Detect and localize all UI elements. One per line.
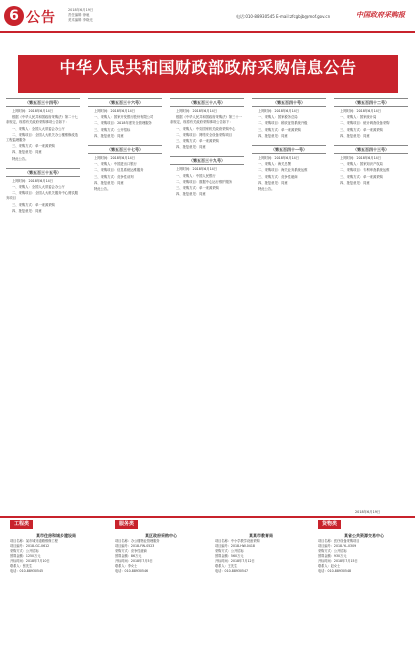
notice-column <box>252 92 326 512</box>
notice-paragraph: 四、批复意见：同意 <box>12 208 42 213</box>
notice-heading: （第五百四十一号） <box>252 145 326 154</box>
notice-paragraph: 四、批复意见：同意 <box>258 133 288 138</box>
bid-notice-line: 电话：010-88930546 <box>115 569 149 573</box>
notice-paragraph: 根据《中华人民共和国政府采购法》第二十七条规定，现将有关政府采购事项公告如下： <box>6 115 78 125</box>
notice-paragraph: 四、批复意见：同意 <box>94 180 124 185</box>
notice-paragraph: 一、采购人：中国人民银行 <box>176 173 216 178</box>
notice-heading: （第五百三十四号） <box>6 98 80 107</box>
lower-rule <box>0 516 415 518</box>
notice-paragraph: 三、采购方式：单一来源采购 <box>258 127 301 132</box>
title-banner <box>18 55 398 93</box>
page-header <box>0 0 415 36</box>
bid-notice-column <box>318 532 410 646</box>
notice-paragraph: 上网时间：2018年6月14日 <box>340 109 382 113</box>
notice-paragraph: 三、采购方式：单一来源采购 <box>12 144 55 149</box>
edition-meta: 2018年6月19日 责任编辑 徐驰 美术编辑 李晓光 <box>68 8 94 22</box>
notice-paragraph: 四、批复意见：同意 <box>94 133 124 138</box>
notice-paragraph: 一、采购人：国家统计局 <box>340 115 377 120</box>
notice-paragraph: 三、采购方式：竞争性谈判 <box>94 174 134 179</box>
page-number-badge: 6 <box>4 6 24 26</box>
notice-paragraph: 三、采购方式：单一来源采购 <box>12 202 55 207</box>
bid-notice-line: 预算金额：560万元 <box>215 554 244 558</box>
notice-paragraph: 一、采购人：国家知识产权局 <box>340 162 383 167</box>
notice-paragraph: 四、批复意见：同意 <box>340 180 370 185</box>
tag-engineering: 工程类 <box>10 520 33 529</box>
bid-notice-line: 电话：010-88930545 <box>10 569 44 573</box>
notice-paragraph: 二、采购项目：统计调查设备采购 <box>340 121 390 126</box>
notice-column <box>334 92 408 512</box>
bid-notice-line: 开标时间：2018年7月12日 <box>215 559 255 563</box>
bid-notice-line: 联系人：张先生 <box>10 564 33 568</box>
notice-heading: （第五百四十号） <box>252 98 326 107</box>
bid-notice-line: 电话：010-88930548 <box>318 569 352 573</box>
bid-notice-line: 项目名称：某市城市道路维修工程 <box>10 539 58 543</box>
notice-heading: （第五百三十六号） <box>88 98 162 107</box>
notice-paragraph: 一、采购人：中国进出口银行 <box>94 162 137 167</box>
notice-heading: （第五百三十九号） <box>170 156 244 165</box>
bid-notice-line: 项目名称：中小学教学设备采购 <box>215 539 260 543</box>
notice-paragraph: 上网时间：2018年6月14日 <box>176 109 218 113</box>
bid-notice-line: 预算金额：1250万元 <box>10 554 41 558</box>
notice-paragraph: 二、采购项目：海关业务系统运维 <box>258 168 308 173</box>
bid-notice-line: 采购方式：竞争性磋商 <box>115 549 147 553</box>
notice-paragraph: 特此公告。 <box>94 187 111 192</box>
notice-heading: （第五百四十三号） <box>334 145 408 154</box>
notice-paragraph: 根据《中华人民共和国政府采购法》第三十一条规定，现将有关政府采购事项公告如下： <box>170 115 242 125</box>
notice-paragraph: 四、批复意见：同意 <box>176 192 206 197</box>
bid-notice-line: 项目编号：2018-HW-0418 <box>215 544 255 548</box>
notice-body <box>6 92 410 512</box>
bid-notice-line: 电话：010-88930547 <box>215 569 249 573</box>
notice-column <box>170 92 244 512</box>
bid-notice-line: 项目编号：2018-YL-0309 <box>318 544 357 548</box>
notice-paragraph: 上网时间：2018年6月14日 <box>258 156 300 161</box>
bid-notice-line: 预算金额：930万元 <box>318 554 347 558</box>
notice-paragraph: 三、采购方式：竞争性磋商 <box>258 174 298 179</box>
bid-notice-line: 采购方式：公开招标 <box>318 549 347 553</box>
bid-notice-title: 某市住房和城乡建设局 <box>36 533 76 538</box>
notice-heading: （第五百四十二号） <box>334 98 408 107</box>
bid-notice-line: 开标时间：2018年7月15日 <box>318 559 358 563</box>
notice-paragraph: 一、采购人：中央国家机关政府采购中心 <box>176 126 236 131</box>
bid-notice-line: 联系人：李女士 <box>115 564 138 568</box>
section-title: 公告 <box>26 10 56 26</box>
notice-paragraph: 二、采购项目：税收征管系统升级 <box>258 121 308 126</box>
bid-notice-line: 联系人：赵女士 <box>318 564 341 568</box>
notice-heading: （第五百三十八号） <box>170 98 244 107</box>
bid-notice-title: 某区政府采购中心 <box>145 533 177 538</box>
bid-notice-title: 某省公共资源交易中心 <box>344 533 384 538</box>
bid-notice-line: 预算金额：86万元 <box>115 554 142 558</box>
notice-paragraph: 上网时间：2018年6月14日 <box>12 178 54 183</box>
bid-notice-line: 项目编号：2018-GC-0612 <box>10 544 50 548</box>
notice-paragraph: 二、采购项目：2018年度安全管理服务 <box>94 121 152 126</box>
bid-notice-line: 项目名称：医疗设备采购项目 <box>318 539 360 543</box>
header-rule <box>0 31 415 33</box>
notice-column <box>88 92 162 512</box>
notice-paragraph: 一、采购人：全国人大常委会办公厅 <box>12 185 65 190</box>
notice-heading: （第五百三十七号） <box>88 145 162 154</box>
notice-column <box>6 92 80 512</box>
notice-date: 2018年6月19日 <box>355 510 381 514</box>
notice-paragraph: 二、采购项目：网络安全设备采购项目 <box>176 132 233 137</box>
bid-notice-line: 项目名称：办公楼物业管理服务 <box>115 539 160 543</box>
tag-services: 服务类 <box>115 520 138 529</box>
notice-paragraph: 一、采购人：国家税务总局 <box>258 115 298 120</box>
bid-notice-line: 开标时间：2018年7月5日 <box>115 559 153 563</box>
notice-paragraph: 四、批复意见：同意 <box>340 133 370 138</box>
notice-paragraph: 一、采购人：海关总署 <box>258 162 291 167</box>
notice-paragraph: 二、采购项目：全国人大机关办公楼维修改造工程监理服务 <box>6 132 78 143</box>
bid-notice-line: 采购方式：公开招标 <box>215 549 244 553</box>
notice-paragraph: 上网时间：2018年6月14日 <box>258 109 300 113</box>
notice-paragraph: 三、采购方式：单一来源采购 <box>176 139 219 144</box>
bid-notice-line: 采购方式：公开招标 <box>10 549 39 553</box>
notice-paragraph: 上网时间：2018年6月14日 <box>94 156 136 161</box>
notice-paragraph: 二、采购项目：全国人大机关服务中心餐饮服务项目 <box>6 191 78 201</box>
bid-notice-title: 某某市教育局 <box>249 533 273 538</box>
contact-info: 电话:010-88930545 E-mail:zfcgbjb@mof.gov.cn <box>236 14 331 19</box>
masthead-brand: 中国政府采购报 <box>356 10 405 19</box>
bid-notice-column <box>115 532 207 646</box>
notice-paragraph: 四、批复意见：同意 <box>258 180 288 185</box>
notice-paragraph: 一、采购人：全国人大常委会办公厅 <box>12 126 65 131</box>
notice-paragraph: 二、采购项目：数据中心运行维护服务 <box>176 179 233 184</box>
notice-paragraph: 上网时间：2018年6月14日 <box>12 109 54 113</box>
tag-goods: 货物类 <box>318 520 341 529</box>
notice-paragraph: 特此公告。 <box>12 156 29 161</box>
notice-paragraph: 特此公告。 <box>258 187 275 192</box>
notice-paragraph: 四、批复意见：同意 <box>176 145 206 150</box>
notice-paragraph: 三、采购方式：公开招标 <box>94 127 131 132</box>
notice-paragraph: 一、采购人：国家开发银行股份有限公司 <box>94 115 154 120</box>
notice-paragraph: 上网时间：2018年6月14日 <box>94 109 136 113</box>
notice-paragraph: 上网时间：2018年6月14日 <box>176 167 218 172</box>
bid-notice-line: 开标时间：2018年7月10日 <box>10 559 50 563</box>
notice-paragraph: 四、批复意见：同意 <box>12 150 42 155</box>
notice-paragraph: 二、采购项目：信息系统运维服务 <box>94 168 144 173</box>
bid-notice-line: 联系人：王先生 <box>215 564 238 568</box>
bid-notice-line: 项目编号：2018-FW-0523 <box>115 544 155 548</box>
notice-paragraph: 三、采购方式：单一来源采购 <box>340 127 383 132</box>
bid-notice-column <box>10 532 102 646</box>
bid-notice-column <box>215 532 307 646</box>
notice-paragraph: 上网时间：2018年6月14日 <box>340 156 382 161</box>
banner-title: 中华人民共和国财政部政府采购信息公告 <box>59 58 357 77</box>
notice-paragraph: 三、采购方式：单一来源采购 <box>176 186 219 191</box>
notice-paragraph: 二、采购项目：专利审查系统运维 <box>340 168 390 173</box>
notice-paragraph: 三、采购方式：单一来源采购 <box>340 174 383 179</box>
notice-heading: （第五百三十五号） <box>6 168 80 177</box>
